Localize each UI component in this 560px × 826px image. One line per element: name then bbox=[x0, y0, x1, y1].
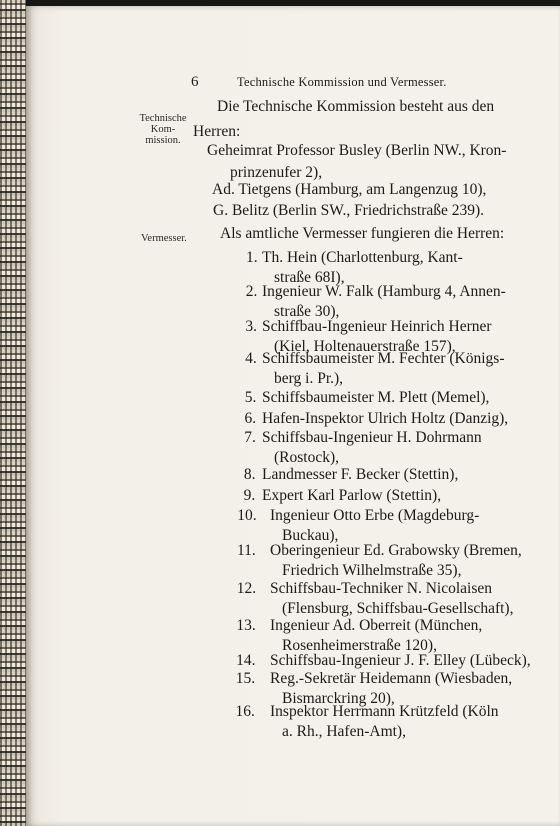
commission-intro-line-2: Herren: bbox=[193, 123, 241, 140]
surveyor-number: 6. bbox=[244, 410, 257, 427]
surveyor-entry-line: Expert Karl Parlow (Stettin), bbox=[262, 487, 442, 504]
surveyor-entry-line: berg i. Pr.), bbox=[274, 370, 344, 387]
margin-note-line: Kom- bbox=[150, 124, 176, 135]
surveyor-entry-line: straße 68I), bbox=[274, 269, 345, 286]
surveyor-entry-line: (Flensburg, Schiffsbau-Gesellschaft), bbox=[282, 600, 514, 617]
surveyor-entry-line: Hafen-Inspektor Ulrich Holtz (Danzig), bbox=[262, 410, 509, 427]
surveyor-number: 7. bbox=[244, 429, 256, 446]
surveyor-entry-line: Schiffsbaumeister M. Plett (Memel), bbox=[262, 389, 490, 406]
surveyor-number: 3. bbox=[245, 318, 258, 335]
surveyor-entry-line: Ingenieur Otto Erbe (Magdeburg- bbox=[270, 507, 480, 524]
surveyor-entry-line: Th. Hein (Charlottenburg, Kant- bbox=[262, 249, 463, 266]
surveyor-entry-line: straße 30), bbox=[274, 303, 340, 320]
surveyor-entry-line: Oberingenieur Ed. Grabowsky (Bremen, bbox=[270, 542, 522, 559]
surveyors-intro: Als amtliche Vermesser fungieren die Herren: bbox=[220, 225, 505, 242]
surveyor-entry-line: Schiffsbau-Techniker N. Nicolaisen bbox=[270, 580, 493, 597]
surveyor-entry-line: Schiffsbau-Ingenieur J. F. Elley (Lübeck), bbox=[270, 652, 531, 669]
surveyor-number: 1. bbox=[246, 249, 258, 266]
surveyor-entry-line: (Kiel, Holtenauerstraße 157), bbox=[274, 338, 456, 355]
book-binding-edge bbox=[0, 0, 26, 826]
surveyor-number: 10. bbox=[237, 507, 257, 524]
surveyor-entry-line: Schiffbau-Ingenieur Heinrich Herner bbox=[262, 318, 492, 335]
surveyor-number: 14. bbox=[236, 652, 256, 669]
surveyor-entry-line: Schiffsbau-Ingenieur H. Dohrmann bbox=[262, 429, 482, 446]
surveyor-number: 11. bbox=[237, 542, 256, 559]
commission-member-line: Geheimrat Professor Busley (Berlin NW., Kron- bbox=[207, 142, 507, 159]
margin-note-technical-commission bbox=[132, 113, 194, 146]
surveyor-entry-line: Rosenheimerstraße 120), bbox=[282, 637, 437, 654]
page-number: 6 bbox=[191, 74, 199, 90]
surveyor-number: 2. bbox=[245, 283, 258, 300]
commission-member-line: Ad. Tietgens (Hamburg, am Langenzug 10), bbox=[212, 181, 487, 198]
commission-member-line: prinzenufer 2), bbox=[230, 164, 323, 181]
surveyor-entry-line: Inspektor Herrmann Krützfeld (Köln bbox=[270, 703, 499, 720]
surveyor-entry-line: Schiffsbaumeister M. Fechter (Königs- bbox=[262, 350, 505, 367]
surveyor-number: 15. bbox=[235, 670, 256, 687]
surveyor-number: 4. bbox=[245, 350, 257, 367]
surveyor-entry-line: Ingenieur W. Falk (Hamburg 4, Annen- bbox=[262, 283, 506, 300]
commission-member-line: G. Belitz (Berlin SW., Friedrichstraße 239). bbox=[213, 202, 485, 219]
surveyor-number: 16. bbox=[235, 703, 255, 720]
running-title: Technische Kommission und Vermesser. bbox=[237, 75, 447, 89]
surveyor-entry-line: Landmesser F. Becker (Stettin), bbox=[262, 466, 459, 483]
margin-note-surveyor: Vermesser. bbox=[141, 233, 187, 244]
surveyor-entry-line: a. Rh., Hafen-Amt), bbox=[282, 723, 406, 740]
surveyor-entry-line: Buckau), bbox=[282, 527, 339, 544]
surveyor-number: 13. bbox=[236, 617, 256, 634]
page-header bbox=[0, 72, 560, 92]
surveyor-number: 9. bbox=[243, 487, 256, 504]
surveyor-number: 5. bbox=[244, 389, 257, 406]
surveyor-number: 8. bbox=[243, 466, 256, 483]
surveyor-entry-line: Friedrich Wilhelmstraße 35), bbox=[282, 562, 462, 579]
surveyor-number: 12. bbox=[236, 580, 257, 597]
margin-note-line: mission. bbox=[145, 135, 181, 146]
surveyor-entry-line: Reg.-Sekretär Heidemann (Wiesbaden, bbox=[270, 670, 513, 687]
commission-intro-line-1: Die Technische Kommission besteht aus den bbox=[217, 98, 495, 115]
surveyor-entry-line: Ingenieur Ad. Oberreit (München, bbox=[270, 617, 483, 634]
surveyor-entry-line: (Rostock), bbox=[274, 449, 340, 466]
surveyor-entry-line: Bismarckring 20), bbox=[282, 690, 395, 707]
margin-note-line: Technische bbox=[139, 113, 187, 124]
